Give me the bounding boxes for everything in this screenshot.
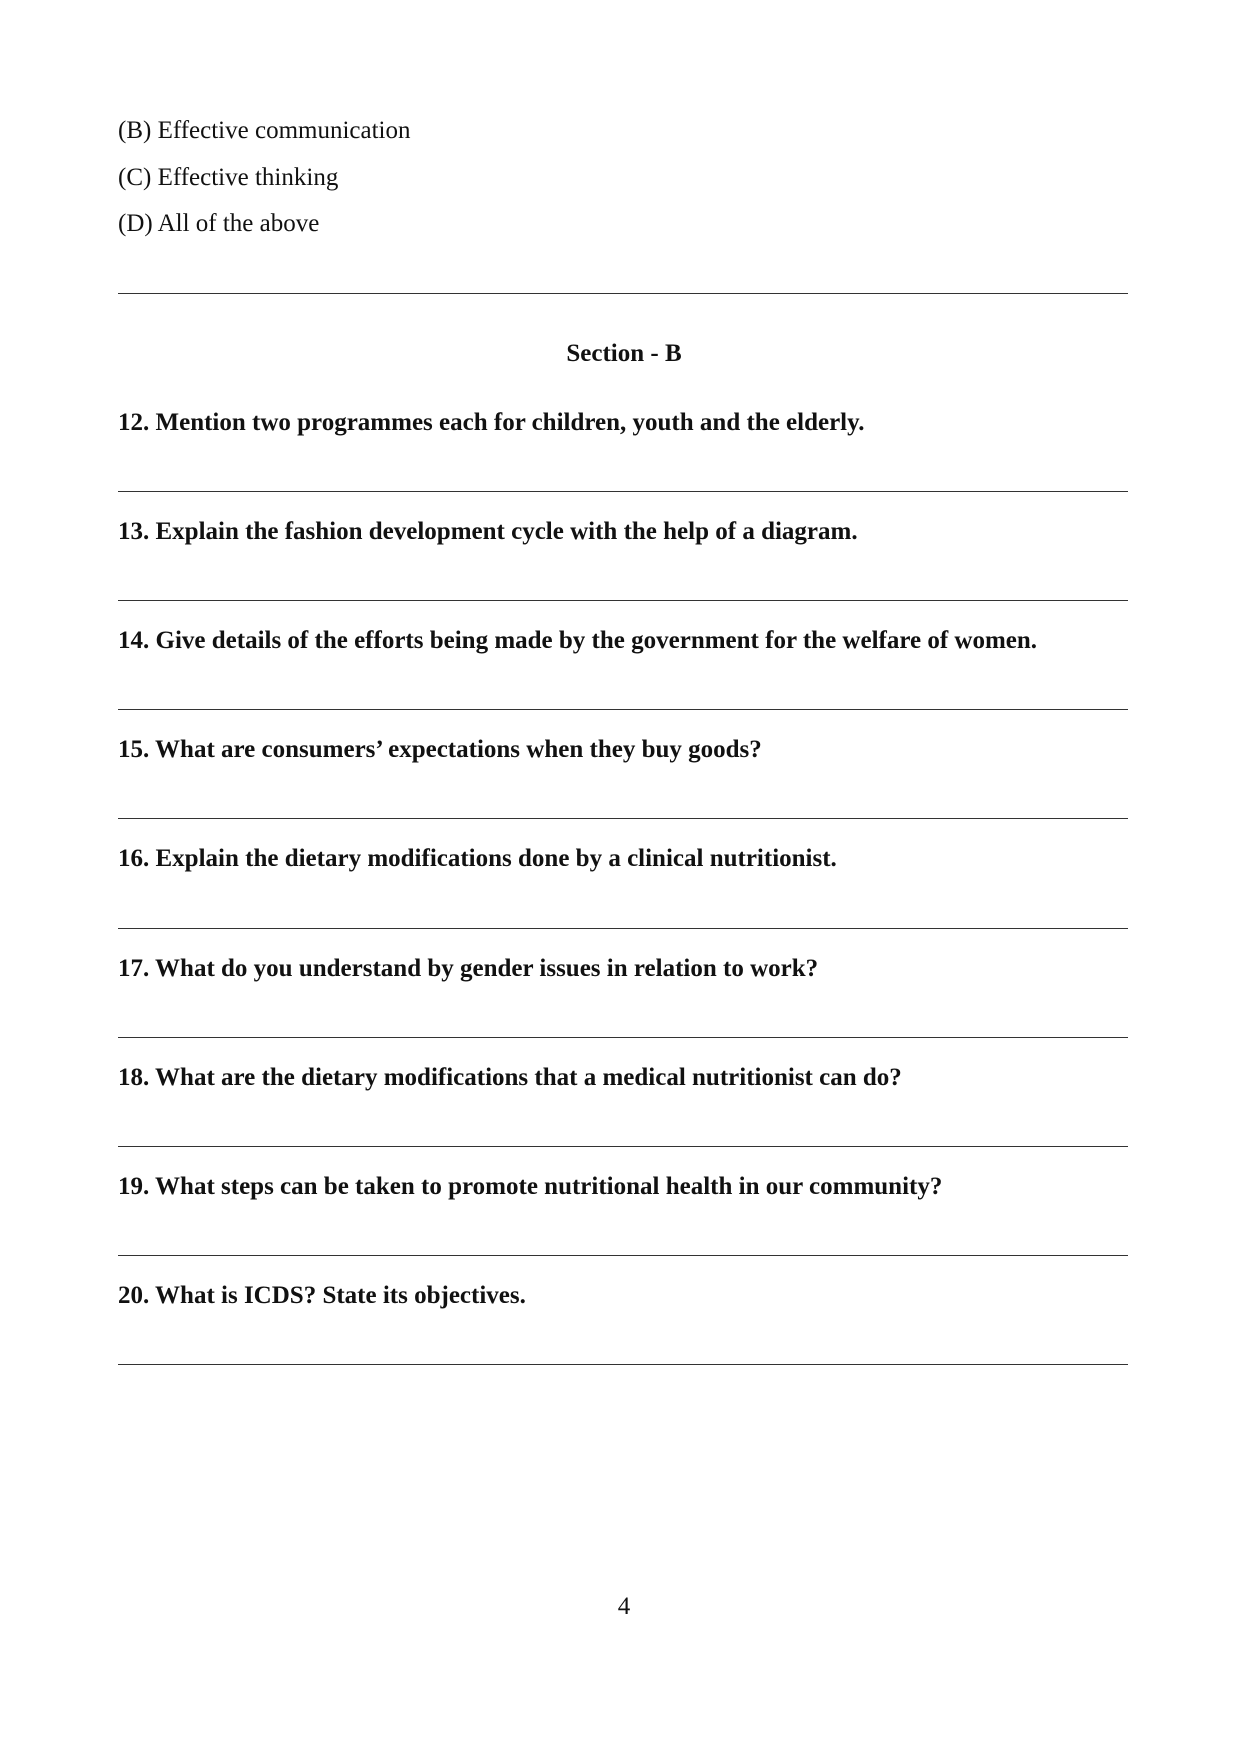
question-20: 20. What is ICDS? State its objectives. <box>118 1282 526 1309</box>
question-12: 12. Mention two programmes each for children, youth and the elderly. <box>118 409 865 436</box>
divider <box>118 600 1128 601</box>
divider <box>118 491 1128 492</box>
question-15: 15. What are consumers’ expectations when they buy goods? <box>118 736 762 763</box>
option-c: (C) Effective thinking <box>118 164 339 191</box>
divider <box>118 293 1128 294</box>
divider <box>118 928 1128 929</box>
divider <box>118 1255 1128 1256</box>
question-14: 14. Give details of the efforts being made by the government for the welfare of women. <box>118 627 1038 654</box>
divider <box>118 709 1128 710</box>
question-13: 13. Explain the fashion development cycle with the help of a diagram. <box>118 518 858 545</box>
option-d: (D) All of the above <box>118 210 320 237</box>
question-17: 17. What do you understand by gender issues in relation to work? <box>118 955 819 982</box>
divider <box>118 1146 1128 1147</box>
section-title: Section - B <box>566 340 682 367</box>
divider <box>118 1364 1128 1365</box>
option-b: (B) Effective communication <box>118 117 411 144</box>
page-number: 4 <box>617 1593 631 1620</box>
divider <box>118 1037 1128 1038</box>
divider <box>118 818 1128 819</box>
question-19: 19. What steps can be taken to promote nutritional health in our community? <box>118 1173 943 1200</box>
question-18: 18. What are the dietary modifications that a medical nutritionist can do? <box>118 1064 902 1091</box>
question-16: 16. Explain the dietary modifications done by a clinical nutritionist. <box>118 845 837 872</box>
